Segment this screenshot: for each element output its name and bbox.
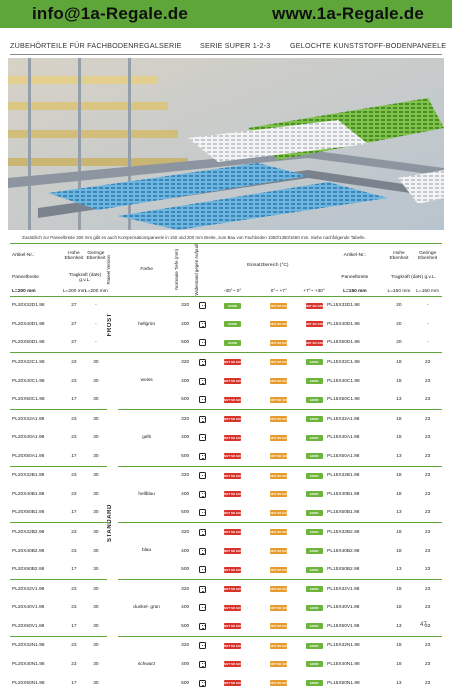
- rating-badge: NOT SO GOOD: [270, 360, 292, 365]
- header-website[interactable]: www.1a-Regale.de: [272, 4, 424, 23]
- rating-badge: GOOD: [306, 680, 323, 686]
- artikel-nr-cell: PL20X32V1.98: [12, 586, 45, 592]
- artikel-nr-cell: PL20X50B1.98: [12, 510, 45, 516]
- artikel-nr-cell: PL20X50C1.98: [12, 397, 45, 403]
- geringe-ebenheit-cell: 30: [93, 378, 99, 384]
- smiley-icon: [199, 416, 206, 423]
- artikel-nr-cell: PL20X50N1.98: [12, 680, 45, 686]
- table-row: [10, 523, 442, 542]
- artikel-nr-right-cell: PL15X32A1.98: [327, 416, 360, 422]
- rating-badge: NOT SO GOOD: [224, 473, 245, 478]
- hohe-ebenheit-right-cell: 18: [396, 416, 402, 422]
- hohe-ebenheit-right-cell: 13: [396, 567, 402, 573]
- geringe-ebenheit-right-cell: 23: [424, 397, 431, 403]
- depth-cell: 320: [181, 643, 190, 649]
- rating-badge: GOOD: [306, 586, 323, 592]
- header-l150-geringe: L=150 mm: [416, 289, 440, 295]
- table-row: [10, 617, 442, 636]
- header-tragkraft-right: Tragkraft (daN) g.v.L.: [390, 275, 436, 281]
- rating-badge: NOT SO GOOD: [224, 643, 245, 648]
- geringe-ebenheit-right-cell: 23: [424, 453, 431, 459]
- hohe-ebenheit-right-cell: 13: [396, 680, 402, 686]
- rating-badge: NOT SO GOOD: [305, 322, 327, 327]
- smiley-icon: [199, 642, 206, 649]
- artikel-nr-right-cell: PL15X40C1.98: [327, 378, 360, 384]
- geringe-ebenheit-cell: 30: [93, 567, 99, 573]
- hohe-ebenheit-right-cell: 13: [396, 453, 402, 459]
- color-label: schwarz: [137, 661, 156, 667]
- subheading-right: GELOCHTE KUNSTSTOFF-BODENPANEELE: [290, 41, 447, 50]
- panel-spec-table: [10, 243, 442, 693]
- hohe-ebenheit-right-cell: 18: [396, 605, 402, 611]
- hohe-ebenheit-right-cell: 20: [396, 303, 402, 309]
- smiley-icon: [199, 472, 206, 479]
- artikel-nr-cell: PL20X40D1.98: [12, 321, 45, 327]
- geringe-ebenheit-cell: 30: [93, 643, 99, 649]
- artikel-nr-cell: PL20X40B2.98: [12, 548, 45, 554]
- header-farbe: Farbe: [140, 267, 153, 273]
- hohe-ebenheit-right-cell: 18: [396, 491, 402, 497]
- hohe-ebenheit-right-cell: 13: [396, 397, 402, 403]
- table-row: [10, 334, 442, 353]
- artikel-nr-right-cell: PL15X32B1.98: [327, 473, 360, 479]
- table-row: [10, 598, 442, 617]
- geringe-ebenheit-cell: 30: [93, 548, 99, 554]
- smiley-icon: [199, 396, 206, 403]
- color-label: hellblau: [138, 491, 155, 497]
- artikel-nr-cell: PL20X32B2.98: [12, 529, 45, 535]
- geringe-ebenheit-right-cell: 23: [424, 586, 431, 592]
- hohe-ebenheit-right-cell: 18: [396, 378, 402, 384]
- artikel-nr-right-cell: PL15X50N1.98: [327, 680, 360, 686]
- artikel-nr-cell: PL20X40V1.98: [12, 605, 45, 611]
- rating-badge: NOT SO GOOD: [270, 454, 292, 459]
- geringe-ebenheit-right-cell: 23: [424, 473, 431, 479]
- rating-badge: NOT SO GOOD: [270, 662, 292, 667]
- artikel-nr-right-cell: PL15X40B1.98: [327, 491, 360, 497]
- hohe-ebenheit-right-cell: 13: [396, 510, 402, 516]
- geringe-ebenheit-cell: 30: [93, 623, 99, 629]
- geringe-ebenheit-cell: 30: [93, 529, 99, 535]
- header-range-minus30: -30°~ 0°: [223, 289, 242, 295]
- rating-badge: GOOD: [306, 491, 323, 497]
- rating-badge: NOT SO GOOD: [270, 303, 292, 308]
- geringe-ebenheit-right-cell: 23: [424, 567, 431, 573]
- artikel-nr-right-cell: PL15X32N1.98: [327, 643, 360, 649]
- rating-badge: NOT SO GOOD: [270, 416, 292, 421]
- rating-badge: NOT SO GOOD: [224, 662, 245, 667]
- heading-divider: [10, 54, 442, 55]
- hohe-ebenheit-cell: 23: [71, 491, 77, 497]
- smiley-icon: [199, 378, 206, 385]
- rating-badge: NOT SO GOOD: [270, 567, 292, 572]
- rating-badge: GOOD: [306, 567, 323, 573]
- header-nominale-tiefe: Nominale Tiefe (mm): [174, 249, 180, 291]
- depth-cell: 400: [181, 605, 190, 611]
- rating-badge: GOOD: [306, 529, 323, 535]
- rating-badge: NOT SO GOOD: [224, 681, 245, 686]
- rating-badge: GOOD: [224, 340, 241, 346]
- rating-badge: GOOD: [224, 303, 241, 309]
- depth-cell: 500: [181, 453, 190, 459]
- geringe-ebenheit-right-cell: 23: [424, 643, 431, 649]
- artikel-nr-cell: PL20X50B2.98: [12, 567, 45, 573]
- rating-badge: NOT SO GOOD: [224, 548, 245, 553]
- artikel-nr-cell: PL20X50D1.98: [12, 340, 45, 346]
- geringe-ebenheit-right-cell: 23: [424, 491, 431, 497]
- depth-cell: 320: [181, 473, 190, 479]
- header-artikel-nr: Artikel-Nr.:: [12, 253, 35, 259]
- header-artikel-nr-right: Artikel-Nr.:: [343, 253, 367, 259]
- geringe-ebenheit-right-cell: 23: [424, 661, 431, 667]
- rating-badge: NOT SO GOOD: [224, 492, 245, 497]
- depth-cell: 500: [181, 397, 190, 403]
- header-widerstand: Widerstand gegen Aufprall: [194, 244, 200, 296]
- table-row: [10, 409, 442, 428]
- depth-cell: 400: [181, 491, 190, 497]
- subheading-middle: SERIE SUPER 1-2-3: [200, 41, 271, 50]
- geringe-ebenheit-right-cell: 23: [424, 529, 431, 535]
- hohe-ebenheit-right-cell: 18: [396, 435, 402, 441]
- hohe-ebenheit-cell: 23: [71, 586, 77, 592]
- geringe-ebenheit-cell: 30: [93, 605, 99, 611]
- rating-badge: GOOD: [306, 661, 323, 667]
- version-standard: STANDARD: [106, 503, 113, 542]
- geringe-ebenheit-cell: 30: [93, 491, 99, 497]
- artikel-nr-cell: PL20X50V1.98: [12, 623, 45, 629]
- hohe-ebenheit-right-cell: 13: [396, 623, 402, 629]
- rating-badge: GOOD: [306, 397, 323, 403]
- hohe-ebenheit-cell: 27: [71, 321, 77, 327]
- product-photo: [8, 58, 444, 230]
- depth-cell: 400: [181, 435, 190, 441]
- rating-badge: GOOD: [306, 453, 323, 459]
- rating-badge: NOT SO GOOD: [305, 303, 327, 308]
- hohe-ebenheit-cell: 27: [71, 303, 77, 309]
- rating-badge: GOOD: [306, 416, 323, 422]
- artikel-nr-cell: PL20X40N1.98: [12, 661, 45, 667]
- rating-badge: NOT SO GOOD: [270, 624, 292, 629]
- depth-cell: 500: [181, 510, 190, 516]
- artikel-nr-right-cell: PL15X50B2.98: [327, 567, 360, 573]
- artikel-nr-right-cell: PL15X32D1.98: [327, 303, 360, 309]
- smiley-icon: [199, 566, 206, 573]
- geringe-ebenheit-right-cell: 23: [424, 623, 431, 629]
- smiley-icon: [199, 509, 206, 516]
- header-einsatzbereich: Einsatzbereich (°C): [247, 263, 289, 269]
- color-label: hellgrün: [138, 321, 156, 327]
- geringe-ebenheit-right-cell: 23: [424, 435, 431, 441]
- geringe-ebenheit-right-cell: 23: [424, 416, 431, 422]
- artikel-nr-right-cell: PL15X50B1.98: [327, 510, 360, 516]
- geringe-ebenheit-cell: 30: [93, 586, 99, 592]
- rating-badge: GOOD: [306, 643, 323, 649]
- artikel-nr-right-cell: PL15X40A1.98: [327, 435, 360, 441]
- rating-badge: NOT SO GOOD: [224, 510, 245, 515]
- geringe-ebenheit-right-cell: -: [426, 321, 429, 327]
- hohe-ebenheit-cell: 17: [71, 397, 77, 403]
- header-l150-hohe: L=150 mm: [387, 289, 411, 295]
- smiley-icon: [199, 661, 206, 668]
- depth-cell: 320: [181, 529, 190, 535]
- hohe-ebenheit-cell: 23: [71, 473, 77, 479]
- rating-badge: GOOD: [224, 321, 241, 327]
- header-l200-geringe: L=200 mm: [84, 289, 108, 295]
- depth-cell: 400: [181, 548, 190, 554]
- geringe-ebenheit-right-cell: 23: [424, 680, 431, 686]
- header-hohe-ebenheit: Hohe Ebenheit: [64, 250, 84, 261]
- rating-badge: NOT SO GOOD: [270, 605, 292, 610]
- geringe-ebenheit-cell: 30: [93, 435, 99, 441]
- rating-badge: NOT SO GOOD: [224, 605, 245, 610]
- rating-badge: GOOD: [306, 473, 323, 479]
- artikel-nr-right-cell: PL15X40B2.98: [327, 548, 360, 554]
- geringe-ebenheit-right-cell: 23: [424, 510, 431, 516]
- subheading-left: ZUBEHÖRTEILE FÜR FACHBODENREGALSERIE: [10, 41, 182, 50]
- table-row: [10, 560, 442, 579]
- artikel-nr-right-cell: PL15X32B2.98: [327, 529, 360, 535]
- hohe-ebenheit-right-cell: 18: [396, 586, 402, 592]
- artikel-nr-cell: PL20X32B1.98: [12, 473, 45, 479]
- geringe-ebenheit-cell: 30: [93, 359, 99, 365]
- rating-badge: NOT SO GOOD: [224, 454, 245, 459]
- rating-badge: NOT SO GOOD: [270, 548, 292, 553]
- depth-cell: 320: [181, 586, 190, 592]
- smiley-icon: [199, 623, 206, 630]
- table-row: [10, 542, 442, 561]
- hohe-ebenheit-right-cell: 18: [396, 529, 402, 535]
- smiley-icon: [199, 453, 206, 460]
- artikel-nr-cell: PL20X40B1.98: [12, 491, 45, 497]
- artikel-nr-cell: PL20X32N1.98: [12, 643, 45, 649]
- geringe-ebenheit-right-cell: 23: [424, 378, 431, 384]
- artikel-nr-right-cell: PL15X40V1.98: [327, 605, 360, 611]
- geringe-ebenheit-cell: 30: [93, 661, 99, 667]
- geringe-ebenheit-cell: 30: [93, 397, 99, 403]
- rating-badge: GOOD: [306, 623, 323, 629]
- rating-badge: NOT SO GOOD: [224, 360, 245, 365]
- version-frost: FROST: [106, 312, 113, 336]
- smiley-icon: [199, 339, 206, 346]
- rating-badge: NOT SO GOOD: [224, 624, 245, 629]
- artikel-nr-right-cell: PL15X32V1.98: [327, 586, 360, 592]
- hohe-ebenheit-cell: 23: [71, 661, 77, 667]
- geringe-ebenheit-right-cell: 23: [424, 359, 431, 365]
- depth-cell: 400: [181, 661, 190, 667]
- artikel-nr-right-cell: PL15X50C1.98: [327, 397, 360, 403]
- artikel-nr-right-cell: PL15X32C1.98: [327, 359, 360, 365]
- depth-cell: 320: [181, 416, 190, 422]
- depth-cell: 500: [181, 623, 190, 629]
- table-row: [10, 390, 442, 409]
- rating-badge: NOT SO GOOD: [270, 397, 292, 402]
- header-banner: [0, 0, 452, 28]
- rating-badge: GOOD: [306, 435, 323, 441]
- color-label: dunkel- grün: [133, 605, 160, 611]
- depth-cell: 500: [181, 567, 190, 573]
- rating-badge: NOT SO GOOD: [224, 530, 245, 535]
- rating-badge: NOT SO GOOD: [270, 492, 292, 497]
- hohe-ebenheit-cell: 23: [71, 605, 77, 611]
- header-hohe-ebenheit-right: Hohe Ebenheit: [389, 250, 409, 261]
- table-row: [10, 485, 442, 504]
- hohe-ebenheit-right-cell: 18: [396, 359, 402, 365]
- hohe-ebenheit-cell: 23: [71, 435, 77, 441]
- header-range-7-30: +7°~ +30°: [303, 289, 325, 295]
- hohe-ebenheit-right-cell: 18: [396, 661, 402, 667]
- smiley-icon: [199, 359, 206, 366]
- rating-badge: NOT SO GOOD: [270, 340, 292, 345]
- artikel-nr-cell: PL20X32D1.98: [12, 303, 45, 309]
- hohe-ebenheit-cell: 23: [71, 416, 77, 422]
- header-geringe-ebenheit: Geringe Ebenheit: [86, 250, 106, 261]
- artikel-nr-right-cell: PL15X40D1.98: [327, 321, 360, 327]
- table-row: [10, 296, 442, 315]
- depth-cell: 500: [181, 680, 190, 686]
- artikel-nr-cell: PL20X32A1.98: [12, 416, 45, 422]
- smiley-icon: [199, 491, 206, 498]
- table-row: [10, 655, 442, 674]
- rating-badge: NOT SO GOOD: [270, 586, 292, 591]
- rating-badge: NOT SO GOOD: [224, 397, 245, 402]
- hohe-ebenheit-cell: 23: [71, 548, 77, 554]
- artikel-nr-right-cell: PL15X50V1.98: [327, 623, 360, 629]
- color-label: blau: [142, 548, 152, 554]
- header-l200: L=200 mm: [12, 289, 36, 295]
- smiley-icon: [199, 321, 206, 328]
- table-row: [10, 315, 442, 334]
- smiley-icon: [199, 604, 206, 611]
- rating-badge: NOT SO GOOD: [270, 643, 292, 648]
- table-row: [10, 579, 442, 598]
- header-paneelbreite: Paneelbreite: [12, 275, 39, 281]
- smiley-icon: [199, 586, 206, 593]
- header-paneel-version: Paneel Version: [105, 254, 111, 285]
- hohe-ebenheit-cell: 17: [71, 453, 77, 459]
- geringe-ebenheit-right-cell: -: [426, 303, 429, 309]
- artikel-nr-cell: PL20X50A1.98: [12, 453, 45, 459]
- rating-badge: GOOD: [306, 359, 323, 365]
- table-row: [10, 674, 442, 693]
- rating-badge: NOT SO GOOD: [224, 567, 245, 572]
- header-email[interactable]: info@1a-Regale.de: [32, 4, 189, 23]
- rating-badge: NOT SO GOOD: [224, 586, 245, 591]
- smiley-icon: [199, 680, 206, 687]
- hohe-ebenheit-cell: 27: [71, 340, 77, 346]
- header-tragkraft: Tragkraft (daN) g.v.L.: [68, 272, 102, 283]
- geringe-ebenheit-cell: 30: [93, 510, 99, 516]
- hohe-ebenheit-right-cell: 20: [396, 321, 402, 327]
- depth-cell: 320: [181, 303, 190, 309]
- artikel-nr-cell: PL20X40C1.98: [12, 378, 45, 384]
- depth-cell: 500: [181, 340, 190, 346]
- table-row: [10, 447, 442, 466]
- hohe-ebenheit-right-cell: 18: [396, 643, 402, 649]
- geringe-ebenheit-right-cell: 23: [424, 548, 431, 554]
- smiley-icon: [199, 302, 206, 309]
- rating-badge: NOT SO GOOD: [224, 435, 245, 440]
- header-geringe-ebenheit-right: Geringe Ebenheit: [418, 250, 438, 261]
- hohe-ebenheit-cell: 17: [71, 680, 77, 686]
- table-row: [10, 428, 442, 447]
- geringe-ebenheit-cell: -: [95, 340, 97, 346]
- rating-badge: NOT SO GOOD: [270, 510, 292, 515]
- rating-badge: NOT SO GOOD: [270, 681, 292, 686]
- rating-badge: NOT SO GOOD: [224, 378, 245, 383]
- geringe-ebenheit-cell: 30: [93, 453, 99, 459]
- header-range-0-7: 0°~ +7°: [270, 289, 287, 295]
- rating-badge: NOT SO GOOD: [270, 530, 292, 535]
- rating-badge: NOT SO GOOD: [224, 416, 245, 421]
- table-row: [10, 466, 442, 485]
- geringe-ebenheit-cell: -: [95, 303, 97, 309]
- page-number: 47: [420, 622, 427, 628]
- depth-cell: 320: [181, 359, 190, 365]
- hohe-ebenheit-cell: 23: [71, 529, 77, 535]
- header-paneelbreite-right: Paneelbreite: [341, 275, 369, 281]
- header-l150: L=150 mm: [343, 289, 367, 295]
- artikel-nr-right-cell: PL15X40N1.98: [327, 661, 360, 667]
- hohe-ebenheit-cell: 17: [71, 510, 77, 516]
- rating-badge: NOT SO GOOD: [270, 322, 292, 327]
- geringe-ebenheit-cell: 30: [93, 680, 99, 686]
- rating-badge: NOT SO GOOD: [270, 435, 292, 440]
- hohe-ebenheit-right-cell: 18: [396, 473, 402, 479]
- smiley-icon: [199, 434, 206, 441]
- table-row: [10, 636, 442, 655]
- hohe-ebenheit-cell: 17: [71, 623, 77, 629]
- rating-badge: GOOD: [306, 378, 323, 384]
- rating-badge: GOOD: [306, 548, 323, 554]
- geringe-ebenheit-right-cell: 23: [424, 605, 431, 611]
- rating-badge: NOT SO GOOD: [270, 378, 292, 383]
- geringe-ebenheit-cell: 30: [93, 473, 99, 479]
- rating-badge: NOT SO GOOD: [305, 340, 327, 345]
- geringe-ebenheit-cell: -: [95, 321, 97, 327]
- artikel-nr-right-cell: PL15X50D1.98: [327, 340, 360, 346]
- geringe-ebenheit-right-cell: -: [426, 340, 429, 346]
- note-text: Zusätzlich zur Paneelbreite 300 mm gibt es auch Kompensationspaneele in 150 und 200 mm Breite, zum Bau von Fachböden 1050/1350/1650 mm. Siehe nachfolgende Tabelle.: [22, 235, 366, 240]
- rating-badge: GOOD: [306, 605, 323, 611]
- table-row: [10, 504, 442, 523]
- smiley-icon: [199, 548, 206, 555]
- rating-badge: GOOD: [306, 510, 323, 516]
- artikel-nr-cell: PL20X32C1.98: [12, 359, 45, 365]
- table-row: [10, 372, 442, 391]
- artikel-nr-cell: PL20X40A1.98: [12, 435, 45, 441]
- hohe-ebenheit-right-cell: 18: [396, 548, 402, 554]
- hohe-ebenheit-right-cell: 20: [396, 340, 402, 346]
- hohe-ebenheit-cell: 17: [71, 567, 77, 573]
- depth-cell: 400: [181, 378, 190, 384]
- rating-badge: NOT SO GOOD: [270, 473, 292, 478]
- depth-cell: 400: [181, 321, 190, 327]
- geringe-ebenheit-cell: 30: [93, 416, 99, 422]
- smiley-icon: [199, 529, 206, 536]
- hohe-ebenheit-cell: 23: [71, 643, 77, 649]
- table-row: [10, 353, 442, 372]
- header-l200-hohe: L=200 mm: [62, 289, 86, 295]
- color-label: gelb: [142, 435, 152, 441]
- hohe-ebenheit-cell: 23: [71, 359, 77, 365]
- hohe-ebenheit-cell: 23: [71, 378, 77, 384]
- color-label: weiss: [140, 378, 153, 384]
- artikel-nr-right-cell: PL15X50A1.98: [327, 453, 360, 459]
